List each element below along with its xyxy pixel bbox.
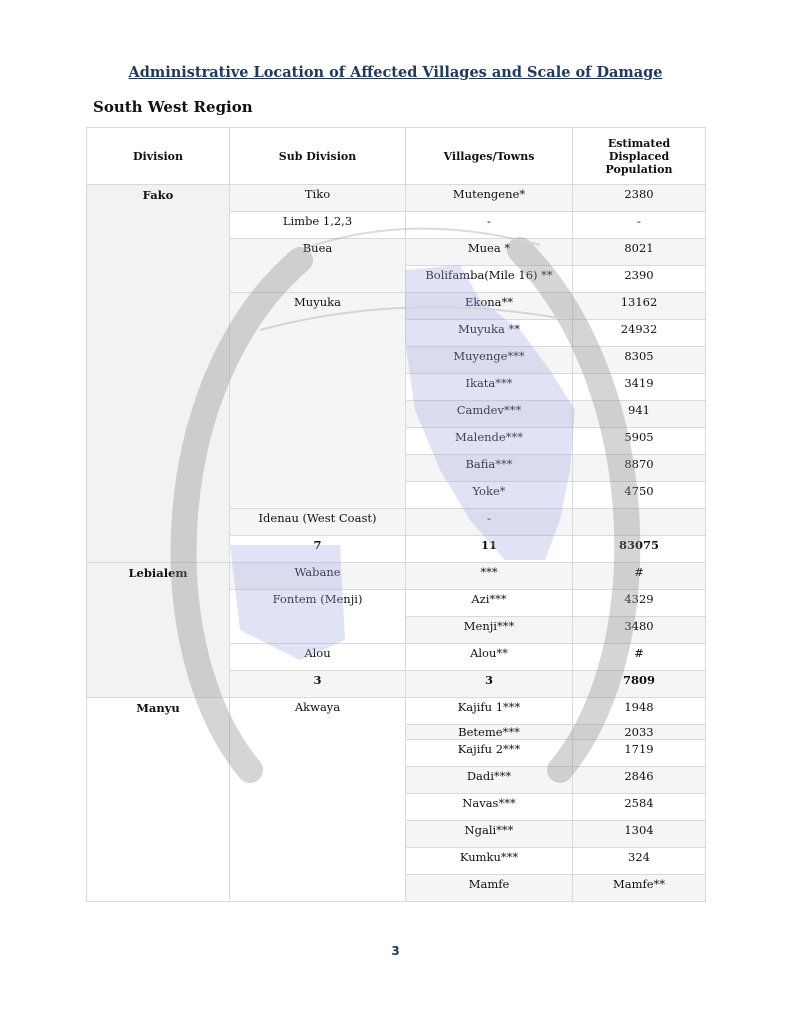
population-cell: 3480 [573, 617, 706, 644]
population-cell: 2033 [573, 725, 706, 740]
village-cell: Menji*** [406, 617, 573, 644]
village-cell: *** [406, 563, 573, 590]
population-cell: 2380 [573, 185, 706, 212]
subdivision-cell: Idenau (West Coast) [230, 509, 406, 536]
population-cell: 4329 [573, 590, 706, 617]
village-cell: Navas*** [406, 794, 573, 821]
subdivision-cell: Alou [230, 644, 406, 671]
table-row [87, 185, 706, 212]
page-number: 3 [391, 944, 400, 958]
village-cell: Mamfe** [573, 875, 706, 902]
population-cell: 8870 [573, 455, 706, 482]
population-cell: 324 [573, 848, 706, 875]
population-cell [573, 509, 706, 536]
division-cell-lebialem: Lebialem [87, 563, 230, 698]
population-cell: 1719 [573, 740, 706, 767]
subdivision-cell: Buea [230, 239, 406, 293]
village-total: 3 [406, 671, 573, 698]
subdivision-total: 7 [230, 536, 406, 563]
village-cell: Beteme*** [406, 725, 573, 740]
table-row [87, 563, 706, 590]
village-cell: Kajifu 2*** [406, 740, 573, 767]
header-population-line: Estimated [607, 136, 671, 150]
header-villages: Villages/Towns [406, 128, 573, 185]
village-cell: Bolifamba(Mile 16) ** [406, 266, 573, 293]
population-cell: 13162 [573, 293, 706, 320]
population-cell: 8021 [573, 239, 706, 266]
population-cell: 1948 [573, 698, 706, 725]
village-cell: Mutengene* [406, 185, 573, 212]
population-cell: 2390 [573, 266, 706, 293]
subdivision-cell: Akwaya [230, 698, 406, 902]
header-division: Division [87, 128, 230, 185]
village-cell: Alou** [406, 644, 573, 671]
subdivision-cell: Fontem (Menji) [230, 590, 406, 644]
village-cell: Ngali*** [406, 821, 573, 848]
subdivision-total: 3 [230, 671, 406, 698]
village-cell: Malende*** [406, 428, 573, 455]
population-cell: # [573, 644, 706, 671]
region-heading: South West Region [93, 98, 253, 116]
population-cell: 5905 [573, 428, 706, 455]
village-cell: Yoke* [406, 482, 573, 509]
table-row [87, 698, 706, 725]
subdivision-cell: Tiko [230, 185, 406, 212]
division-cell-manyu: Manyu [87, 698, 230, 902]
village-cell: Muea * [406, 239, 573, 266]
village-cell: Azi*** [406, 590, 573, 617]
population-cell: 4750 [573, 482, 706, 509]
population-cell: 3419 [573, 374, 706, 401]
village-total: 11 [406, 536, 573, 563]
population-cell: 1304 [573, 821, 706, 848]
village-cell: Kajifu 1*** [406, 698, 573, 725]
division-cell-fako: Fako [87, 185, 230, 563]
village-cell: Camdev*** [406, 401, 573, 428]
header-population-line: Population [605, 162, 673, 176]
page-title: Administrative Location of Affected Villages and Scale of Damage [128, 64, 663, 81]
population-cell: 2846 [573, 767, 706, 794]
subdivision-cell: Muyuka [230, 293, 406, 509]
header-population [573, 128, 706, 185]
population-total: 83075 [573, 536, 706, 563]
village-cell: - [406, 212, 573, 239]
population-cell: 24932 [573, 320, 706, 347]
header-subdivision: Sub Division [230, 128, 406, 185]
village-cell: Kumku*** [406, 848, 573, 875]
population-cell: 2584 [573, 794, 706, 821]
subdivision-cell: Mamfe [406, 875, 573, 902]
population-cell: - [573, 212, 706, 239]
population-total: 7809 [573, 671, 706, 698]
village-cell: Dadi*** [406, 767, 573, 794]
village-cell: - [406, 509, 573, 536]
village-cell: Muyenge*** [406, 347, 573, 374]
damage-table [86, 127, 706, 902]
village-cell: Muyuka ** [406, 320, 573, 347]
population-cell: 8305 [573, 347, 706, 374]
population-cell: # [573, 563, 706, 590]
population-cell: 941 [573, 401, 706, 428]
subdivision-cell: Wabane [230, 563, 406, 590]
header-population-line: Displaced [608, 149, 670, 163]
village-cell: Ikata*** [406, 374, 573, 401]
subdivision-cell: Limbe 1,2,3 [230, 212, 406, 239]
table-header-row [87, 128, 706, 185]
village-cell: Bafia*** [406, 455, 573, 482]
village-cell: Ekona** [406, 293, 573, 320]
